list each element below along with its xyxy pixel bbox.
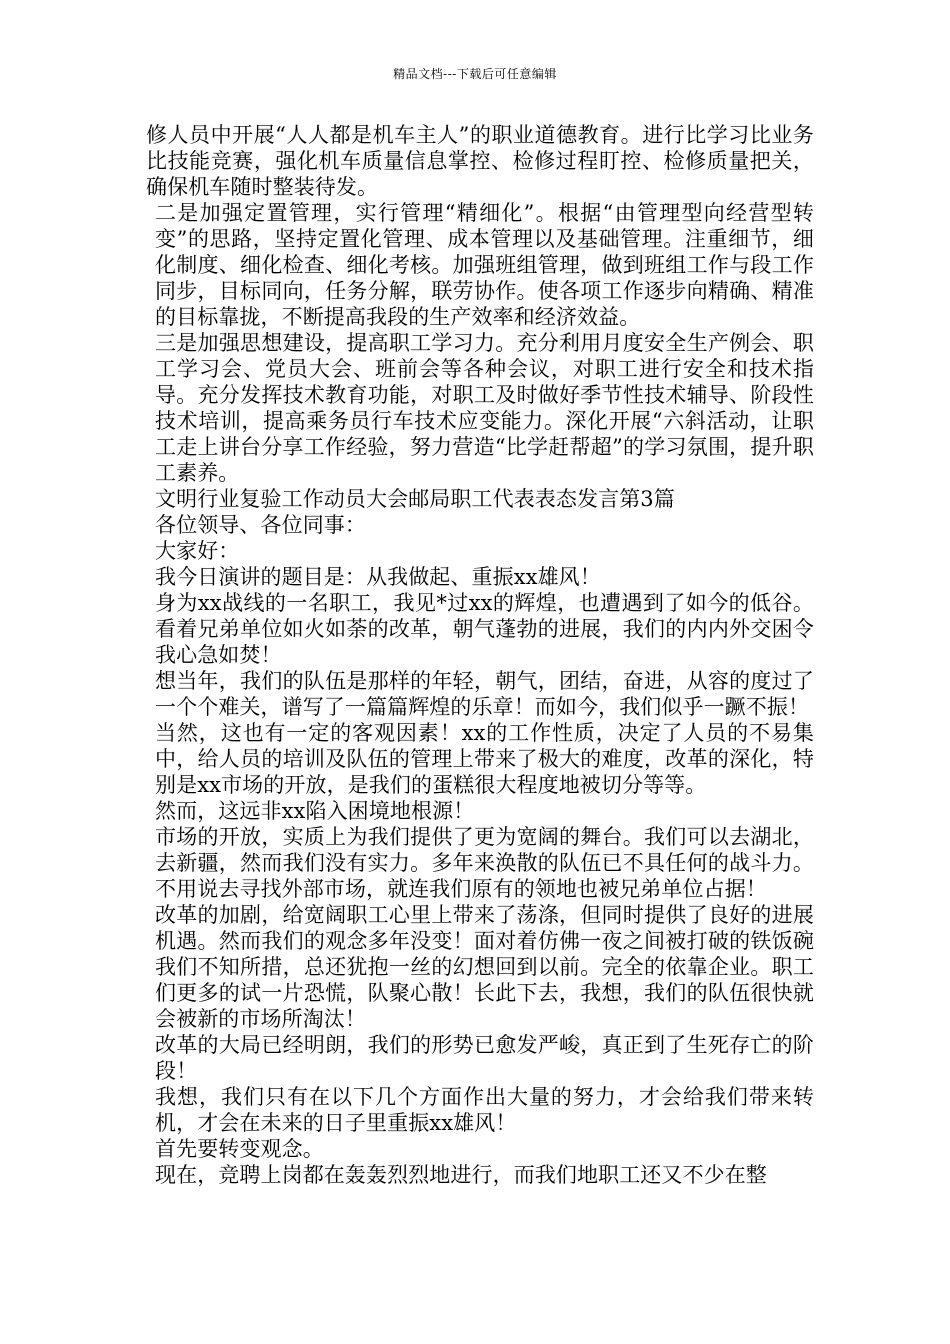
paragraph: 三是加强思想建设，提高职工学习力。充分利用月度安全生产例会、职工学习会、党员大会、班前会等各种会议，对职工进行安全和技术指导。充分发挥技术教育功能，对职工及时做好季节性技术辅导、阶段性技术培训，提高乘务员行车技术应变能力。深化开展“六斜活动，让职工走上讲台分享工作经验，努力营造“比学赶帮超”的学习氛围，提升职工素养。 — [155, 331, 814, 485]
paragraph: 改革的大局已经明朗，我们的形势已愈发严峻，真正到了生死存亡的阶段！ — [155, 1033, 814, 1083]
salutation: 各位领导、各位同事： — [155, 513, 366, 537]
paragraph: 首先要转变观念。 — [155, 1137, 324, 1161]
section-title: 文明行业复验工作动员大会邮局职工代表表态发言第3篇 — [155, 487, 675, 511]
paragraph: 想当年，我们的队伍是那样的年轻，朝气，团结，奋进，从容的度过了一个个难关，谱写了一篇篇辉煌的乐章！而如今，我们似乎一蹶不振！ — [155, 669, 814, 719]
paragraph: 二是加强定置管理，实行管理“精细化”。根据“由管理型向经营型转变”的思路，坚持定置化管理、成本管理以及基础管理。注重细节，细化制度、细化检查、细化考核。加强班组管理，做到班组工作与段工作同步，目标同向，任务分解，联劳协作。使各项工作逐步向精确、精准的目标靠拢，不断提高我段的生产效率和经济效益。 — [155, 201, 814, 329]
greeting: 大家好： — [155, 539, 240, 563]
document-body — [146, 122, 814, 1188]
paragraph: 当然，这也有一定的客观因素！xx的工作性质，决定了人员的不易集中，给人员的培训及队伍的管理上带来了极大的难度，改革的深化，特别是xx市场的开放，是我们的蛋糕很大程度地被切分等等。 — [155, 721, 814, 797]
paragraph: 现在，竞聘上岗都在轰轰烈烈地进行，而我们地职工还又不少在整 — [155, 1163, 767, 1187]
paragraph: 然而，这远非xx陷入困境地根源！ — [155, 799, 475, 823]
paragraph: 我今日演讲的题目是：从我做起、重振xx雄风！ — [155, 565, 601, 589]
paragraph: 修人员中开展“人人都是机车主人”的职业道德教育。进行比学习比业务比技能竞赛，强化机车质量信息掌控、检修过程盯控、检修质量把关，确保机车随时整装待发。 — [146, 123, 814, 199]
paragraph: 改革的加剧，给宽阔职工心里上带来了荡涤，但同时提供了良好的进展机遇。然而我们的观念多年没变！面对着仿佛一夜之间被打破的铁饭碗我们不知所措，总还犹抱一丝的幻想回到以前。完全的依靠企业。职工们更多的试一片恐慌，队聚心散！长此下去，我想，我们的队伍很快就会被新的市场所淘汰！ — [155, 903, 814, 1031]
page-header: 精品文档---下载后可任意编辑 — [393, 67, 557, 81]
paragraph: 我想，我们只有在以下几个方面作出大量的努力，才会给我们带来转机，才会在未来的日子里重振xx雄风！ — [155, 1085, 814, 1135]
paragraph: 身为xx战线的一名职工，我见*过xx的辉煌，也遭遇到了如今的低谷。看着兄弟单位如火如荼的改革，朝气蓬勃的进展，我们的内内外交困令我心急如焚！ — [155, 591, 814, 667]
paragraph: 市场的开放，实质上为我们提供了更为宽阔的舞台。我们可以去湖北，去新疆，然而我们没有实力。多年来涣散的队伍已不具任何的战斗力。不用说去寻找外部市场，就连我们原有的领地也被兄弟单位占据！ — [155, 825, 814, 901]
